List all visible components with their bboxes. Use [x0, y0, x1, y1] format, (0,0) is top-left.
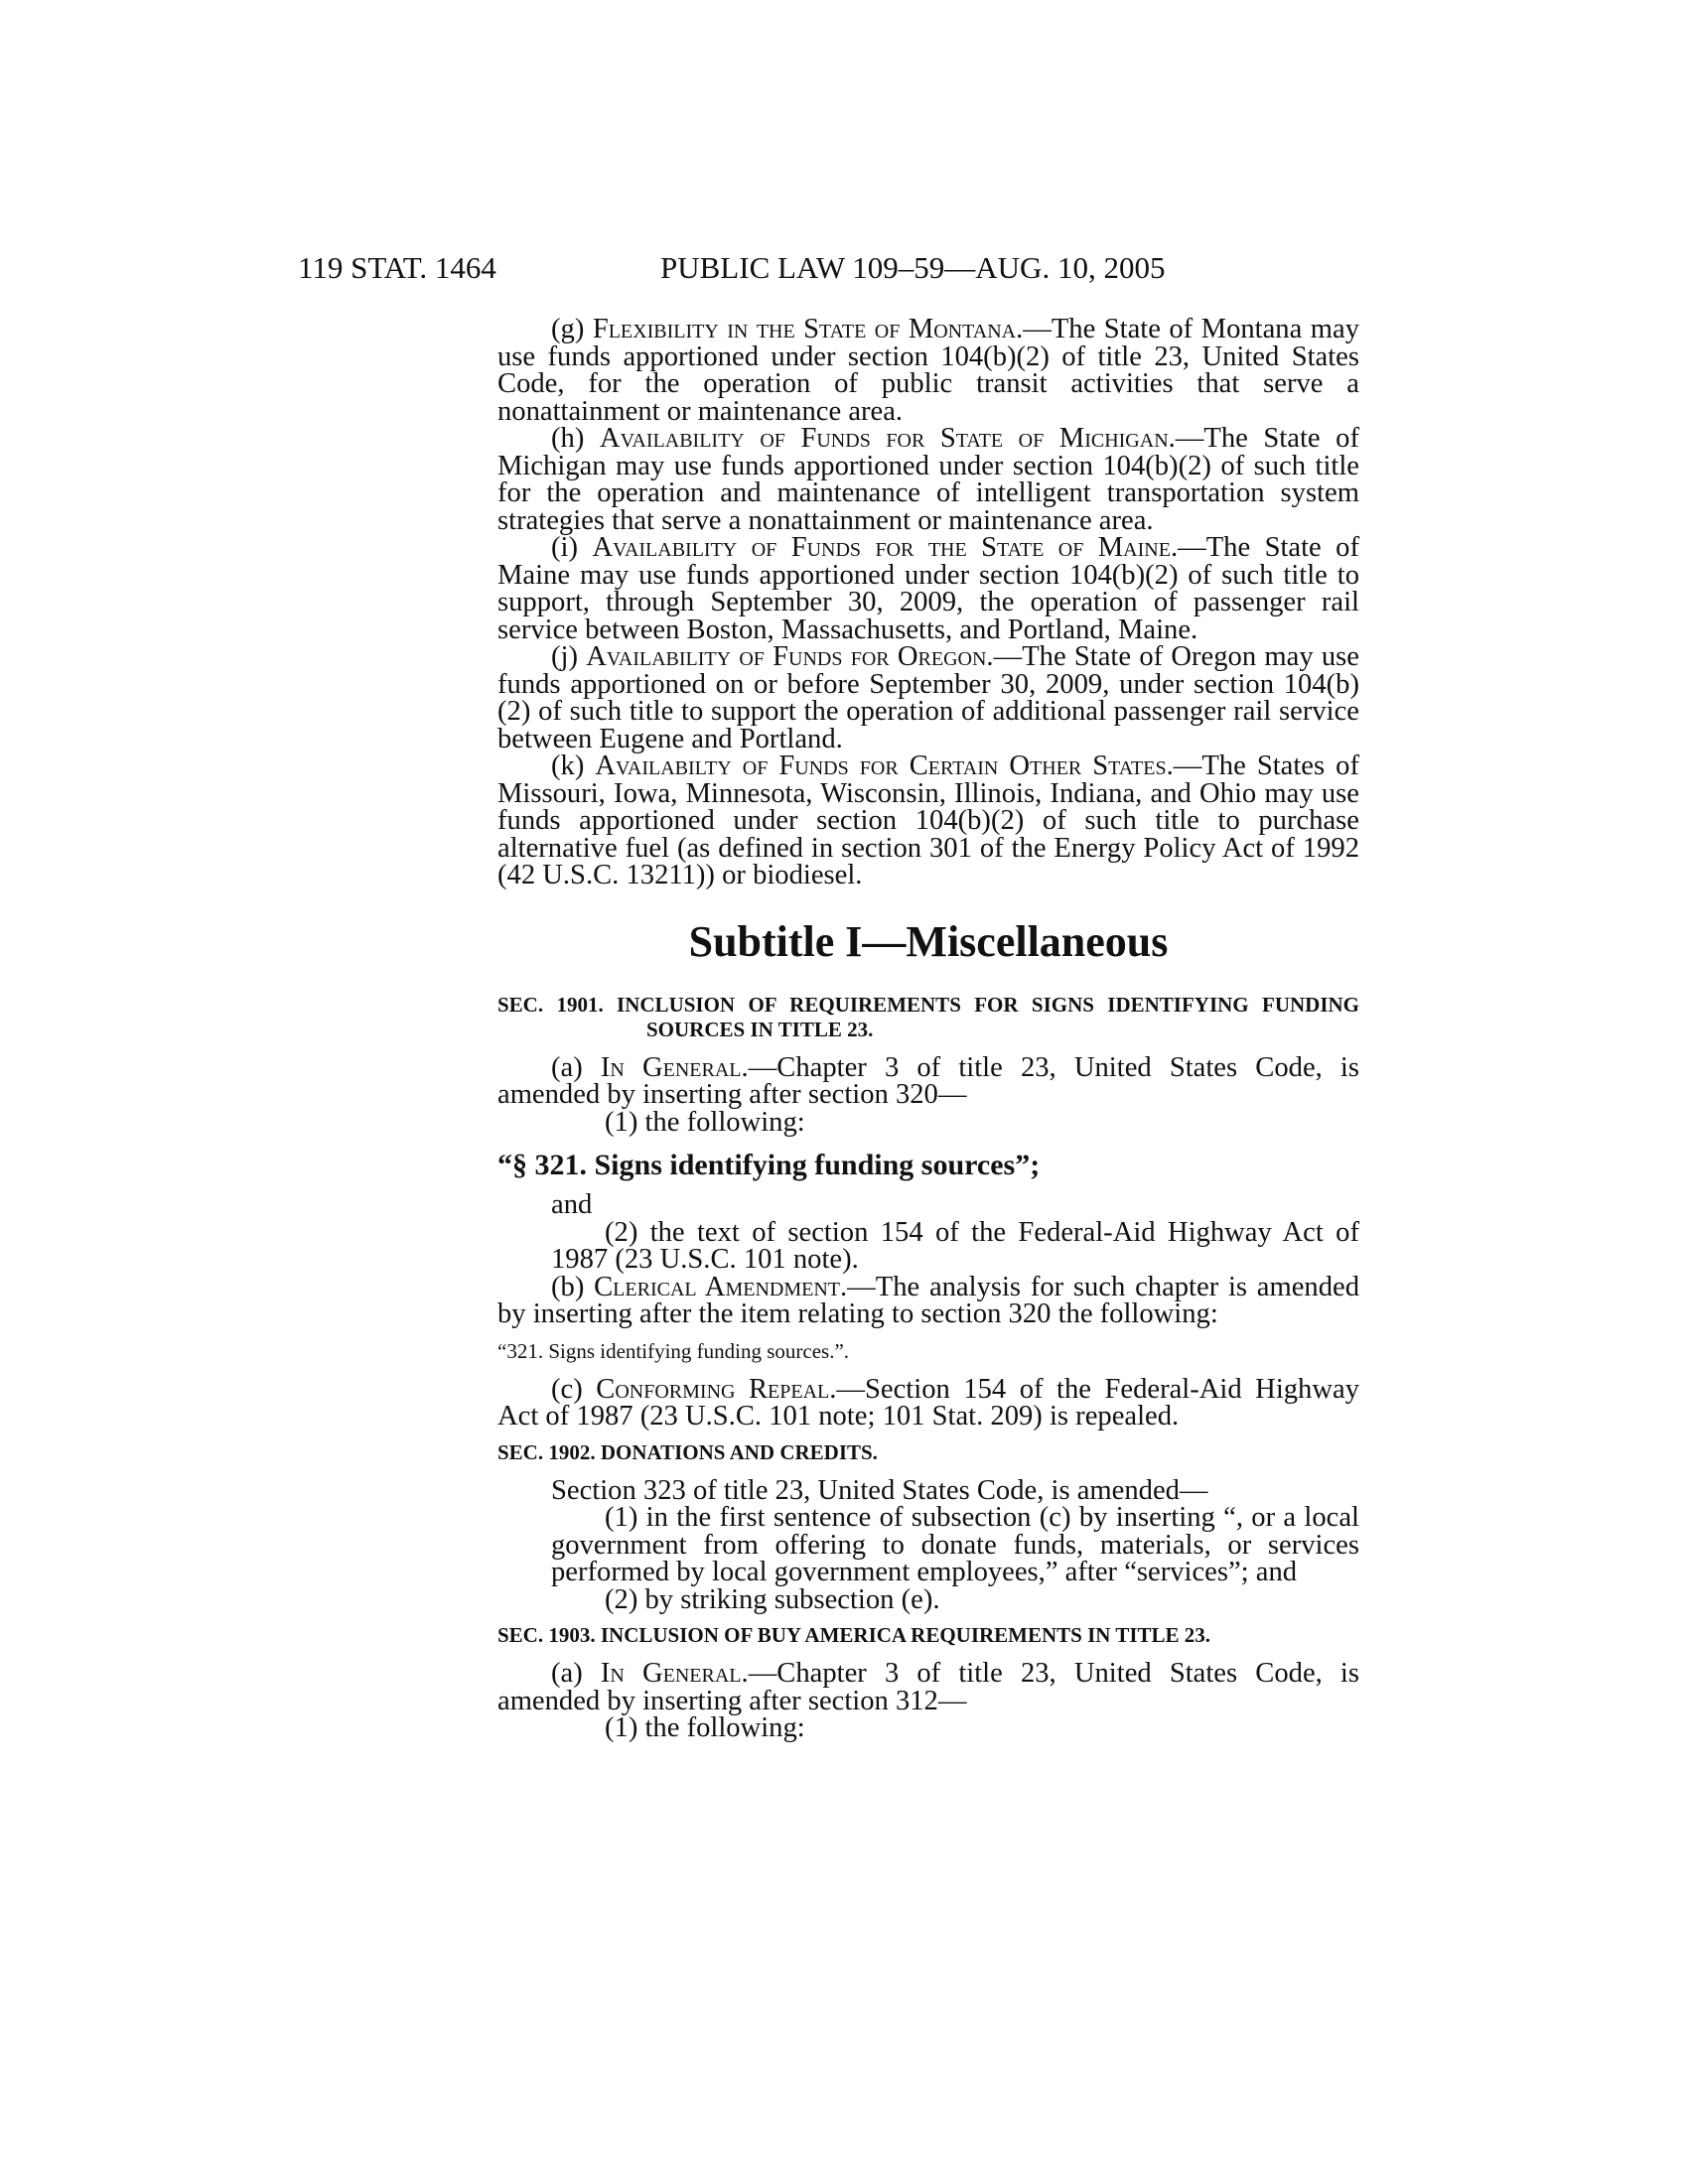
inserted-section-heading: “§ 321. Signs identifying funding sources”;	[497, 1149, 1041, 1181]
section-1902-heading: SEC. 1902. DONATIONS AND CREDITS.	[497, 1439, 878, 1464]
subsection-heading: Availability of Funds for State of Michigan.	[599, 423, 1176, 454]
statute-page-number: 119 STAT. 1464	[298, 250, 496, 285]
subsection-heading: Availability of Funds for Oregon.	[586, 641, 994, 672]
conjunction-and: and	[551, 1189, 593, 1220]
section-1901-a2: (2) the text of section 154 of the Federal-Aid Highway Act of 1987 (23 U.S.C. 101 note).	[551, 1216, 1359, 1275]
subsection-heading: Flexibility in the State of Montana.	[592, 314, 1024, 344]
section-1902-intro: Section 323 of title 23, United States Code, is amended—	[551, 1474, 1208, 1506]
section-1901-heading: SEC. 1901. INCLUSION OF REQUIREMENTS FOR SIGNS IDENTIFYING FUNDING SOURCES IN TITLE 23.	[497, 992, 1359, 1041]
subsection-g: (g) Flexibility in the State of Montana.—The State of Montana may use funds apportioned under section 104(b)(2) of title 23, United States Code, for the operation of public transit activities that serve a nonattainment or maintenance area.	[497, 314, 1359, 427]
section-1901-b: (b) Clerical Amendment.—The analysis for such chapter is amended by inserting after the item relating to section 320 the following:	[497, 1271, 1359, 1329]
subtitle-heading: Subtitle I—Miscellaneous	[688, 916, 1169, 966]
subsection-h: (h) Availability of Funds for State of Michigan.—The State of Michigan may use funds apportioned under section 104(b)(2) of such title for the operation and maintenance of intelligent transportation system strategies that serve a nonattainment or maintenance area.	[497, 423, 1359, 536]
subsection-heading: Availability of Funds for the State of Maine.	[592, 532, 1179, 563]
subsection-j: (j) Availability of Funds for Oregon.—The State of Oregon may use funds apportioned on or before September 30, 2009, under section 104(b)(2) of such title to support the operation of additional passenger rail service between Eugene and Portland.	[497, 641, 1359, 754]
section-1902-p2: (2) by striking subsection (e).	[605, 1583, 940, 1615]
section-1901-a: (a) In General.—Chapter 3 of title 23, United States Code, is amended by inserting after section 320—	[497, 1051, 1359, 1110]
subsection-i: (i) Availability of Funds for the State of Maine.—The State of Maine may use funds apportioned under section 104(b)(2) of such title to support, through September 30, 2009, the operation of passenger rail service between Boston, Massachusetts, and Portland, Maine.	[497, 532, 1360, 645]
section-1901-a1: (1) the following:	[605, 1106, 805, 1138]
subsection-heading: Availabilty of Funds for Certain Other States.	[595, 751, 1174, 781]
analysis-item: “321. Signs identifying funding sources.”.	[497, 1338, 850, 1363]
section-1902-wrapper	[497, 1474, 1359, 1615]
section-1903-a1: (1) the following:	[605, 1712, 805, 1743]
document-body	[497, 316, 1359, 1742]
section-1901-a2-wrapper	[497, 1216, 1359, 1275]
section-1902-p1: (1) in the first sentence of subsection (c) by inserting “, or a local government from offering to donate funds, materials, or services performed by local government employees,” after “services”; and	[551, 1502, 1359, 1587]
section-1903-a: (a) In General.—Chapter 3 of title 23, United States Code, is amended by inserting after section 312—	[497, 1658, 1359, 1716]
public-law-title: PUBLIC LAW 109–59—AUG. 10, 2005	[660, 250, 1166, 285]
subsection-k: (k) Availabilty of Funds for Certain Other States.—The States of Missouri, Iowa, Minnesota, Wisconsin, Illinois, Indiana, and Ohio may use funds apportioned under section 104(b)(2) of such title to purchase alternative fuel (as defined in section 301 of the Energy Policy Act of 1992 (42 U.S.C. 13211)) or biodiesel.	[497, 751, 1359, 890]
section-1901-c: (c) Conforming Repeal.—Section 154 of the Federal-Aid Highway Act of 1987 (23 U.S.C. 101 note; 101 Stat. 209) is repealed.	[497, 1373, 1359, 1432]
section-1903-heading: SEC. 1903. INCLUSION OF BUY AMERICA REQUIREMENTS IN TITLE 23.	[497, 1623, 1211, 1647]
